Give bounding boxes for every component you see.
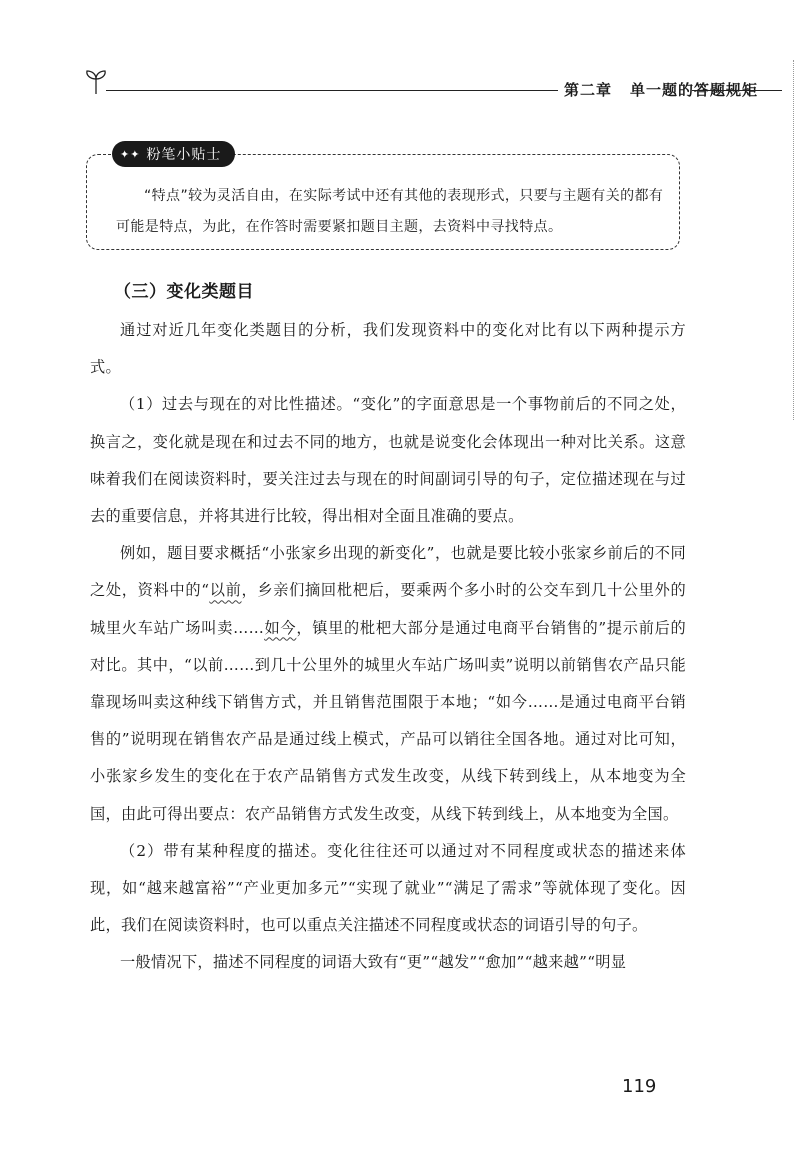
- paragraph-5: 一般情况下，描述不同程度的词语大致有“更”“越发”“愈加”“越来越”“明显: [120, 953, 627, 972]
- page-edge-line: [793, 60, 794, 420]
- underlined-term-past: 以前: [209, 581, 242, 600]
- tip-text: “特点”较为灵活自由，在实际考试中还有其他的表现形式，只要与主题有关的都有可能是特点，为此，在作答时需要紧扣题目主题，去资料中寻找特点。: [116, 188, 664, 235]
- underlined-term-now: 如今: [264, 618, 297, 637]
- header-rule-right: [692, 90, 782, 91]
- section-title: （三）变化类题目: [114, 282, 254, 302]
- body-text: [90, 312, 686, 982]
- chapter-number: 第二章: [564, 81, 613, 99]
- running-header: [84, 66, 794, 106]
- sprout-icon: [84, 66, 108, 96]
- paragraph-3-part-b: ，乡亲们摘回枇杷后，要乘两个多小时的公交车到几十公里外的城里火车站广场叫卖……: [90, 581, 686, 637]
- chapter-title: 单一题的答题规矩: [630, 81, 759, 99]
- tip-badge-label: 粉笔小贴士: [146, 147, 222, 163]
- paragraph-4: （2）带有某种程度的描述。变化往往还可以通过对不同程度或状态的描述来体现，如“越来越富裕”“产业更加多元”“实现了就业”“满足了需求”等就体现了变化。因此，我们在阅读资料时，也可以重点关注描述不同程度或状态的词语引导的句子。: [90, 841, 686, 935]
- tip-badge: [112, 141, 235, 167]
- header-rule-left: [106, 90, 558, 91]
- sparkle-icon: ✦✦: [120, 147, 141, 161]
- paragraph-3-part-a: 例如，题目要求概括“小张家乡出现的新变化”，也就是要比较小张家乡前后的不同之处，资料中的“: [90, 544, 686, 600]
- page-number: 119: [622, 1076, 657, 1097]
- paragraph-1: 通过对近几年变化类题目的分析，我们发现资料中的变化对比有以下两种提示方式。: [90, 321, 686, 377]
- paragraph-3: [90, 535, 686, 833]
- paragraph-2: （1）过去与现在的对比性描述。“变化”的字面意思是一个事物前后的不同之处，换言之，变化就是现在和过去不同的地方，也就是说变化会体现出一种对比关系。这意味着我们在阅读资料时，要关注过去与现在的时间副词引导的句子，定位描述现在与过去的重要信息，并将其进行比较，得出相对全面且准确的要点。: [90, 395, 686, 526]
- paragraph-3-part-c: ，镇里的枇杷大部分是通过电商平台销售的”提示前后的对比。其中，“以前……到几十公里外的城里火车站广场叫卖”说明以前销售农产品只能靠现场叫卖这种线下销售方式，并且销售范围限于本地；“如今……是通过电商平台销售的”说明现在销售农产品是通过线上模式，产品可以销往全国各地。通过对比可知，小张家乡发生的变化在于农产品销售方式发生改变，从线下转到线上，从本地变为全国，由此可得出要点：农产品销售方式发生改变，从线下转到线上，从本地变为全国。: [90, 618, 686, 823]
